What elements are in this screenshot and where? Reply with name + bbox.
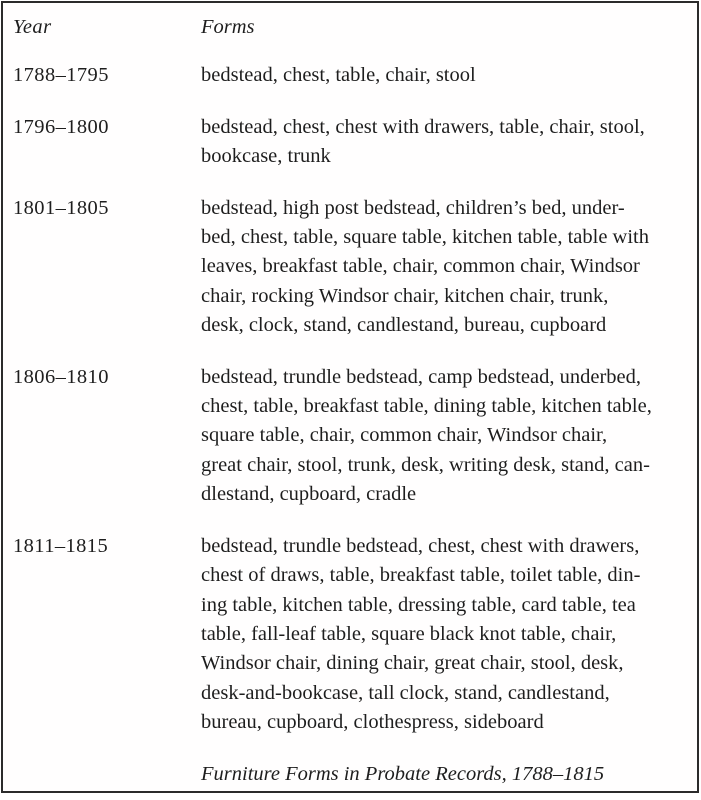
forms-cell bbox=[201, 363, 693, 510]
forms-line: dlestand, cupboard, cradle bbox=[201, 483, 417, 506]
forms-line: chest of draws, table, breakfast table, toilet table, din- bbox=[201, 564, 641, 587]
table-row bbox=[13, 113, 689, 172]
year-cell: 1788–1795 bbox=[13, 64, 109, 87]
forms-line: bookcase, trunk bbox=[201, 145, 331, 168]
forms-line: bedstead, chest, chest with drawers, table, chair, stool, bbox=[201, 115, 645, 138]
forms-column-header: Forms bbox=[201, 16, 255, 38]
forms-line: bedstead, trundle bedstead, chest, chest with drawers, bbox=[201, 534, 640, 557]
forms-line: bedstead, trundle bedstead, camp bedstead, underbed, bbox=[201, 365, 642, 388]
forms-line: leaves, breakfast table, chair, common chair, Windsor bbox=[201, 255, 640, 278]
forms-cell bbox=[201, 532, 693, 738]
forms-line: desk-and-bookcase, tall clock, stand, candlestand, bbox=[201, 681, 610, 704]
table-body bbox=[13, 61, 689, 737]
forms-line: square table, chair, common chair, Windsor chair, bbox=[201, 424, 608, 447]
table-caption: Furniture Forms in Probate Records, 1788–1815 bbox=[201, 762, 605, 785]
table-row bbox=[13, 532, 689, 738]
forms-line: bedstead, high post bedstead, children’s bed, under- bbox=[201, 196, 625, 219]
year-cell: 1811–1815 bbox=[13, 534, 109, 557]
forms-line: desk, clock, stand, candlestand, bureau, cupboard bbox=[201, 314, 607, 337]
forms-line: bureau, cupboard, clothespress, sideboard bbox=[201, 711, 544, 734]
table-row bbox=[13, 363, 689, 510]
forms-line: Windsor chair, dining chair, great chair, stool, desk, bbox=[201, 652, 624, 675]
year-column-header: Year bbox=[13, 16, 52, 38]
table-row bbox=[13, 194, 689, 341]
probate-table bbox=[1, 1, 699, 793]
year-cell: 1796–1800 bbox=[13, 115, 109, 138]
forms-line: bedstead, chest, table, chair, stool bbox=[201, 64, 476, 87]
year-cell: 1801–1805 bbox=[13, 196, 109, 219]
forms-line: ing table, kitchen table, dressing table, card table, tea bbox=[201, 593, 636, 616]
forms-line: chest, table, breakfast table, dining table, kitchen table, bbox=[201, 395, 652, 418]
forms-line: great chair, stool, trunk, desk, writing desk, stand, can- bbox=[201, 453, 650, 476]
forms-cell bbox=[201, 194, 693, 341]
table-row bbox=[13, 61, 689, 90]
forms-cell bbox=[201, 113, 693, 172]
forms-cell bbox=[201, 61, 693, 90]
forms-line: bed, chest, table, square table, kitchen table, table with bbox=[201, 226, 649, 249]
year-cell: 1806–1810 bbox=[13, 365, 109, 388]
table-header-row bbox=[13, 13, 689, 42]
forms-line: chair, rocking Windsor chair, kitchen chair, trunk, bbox=[201, 284, 609, 307]
forms-line: table, fall-leaf table, square black knot table, chair, bbox=[201, 622, 617, 645]
